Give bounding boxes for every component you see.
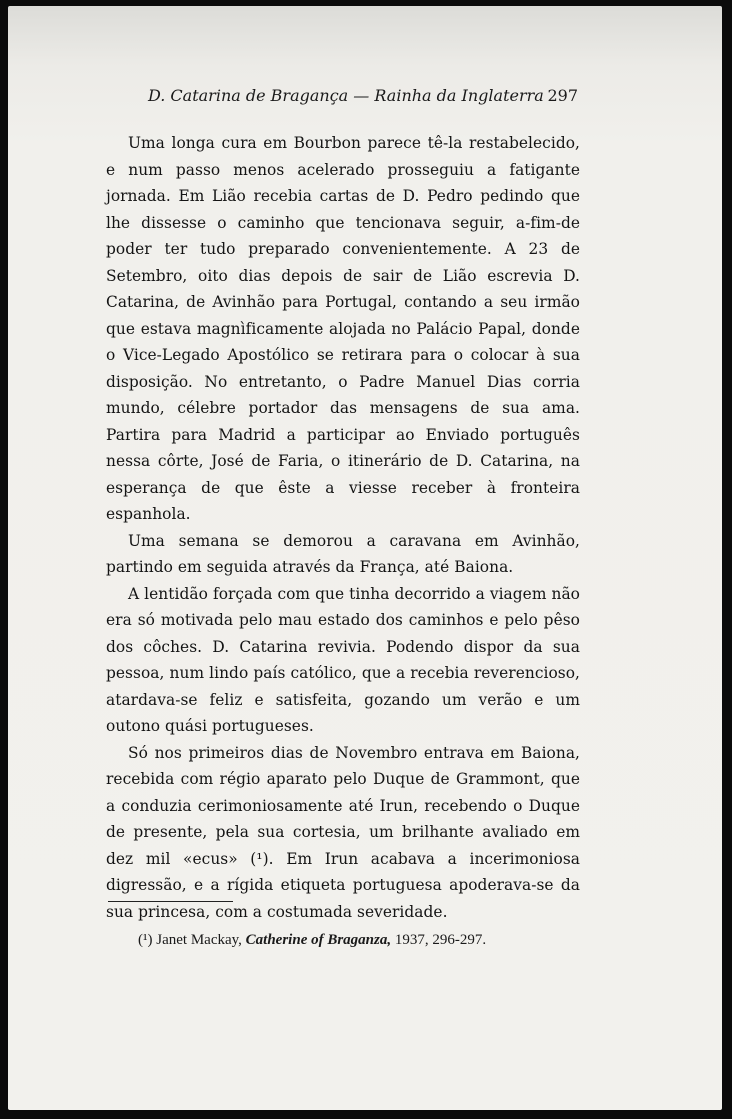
footnote — [138, 932, 578, 949]
footnote-details: 1937, 296-297. — [394, 932, 487, 948]
footnote-separator — [108, 901, 233, 902]
paragraph: A lentidão forçada com que tinha decorrido a viagem não era só motivada pelo mau estado dos caminhos e pelo pêso dos côches. D. Catarina revivia. Podendo dispor da sua pessoa, num lindo país católico, que a recebia reverencioso, atardava-se feliz e satisfeita, gozando um verão e um outono quási portugueses. — [106, 584, 580, 735]
page-header — [148, 86, 578, 105]
running-title: D. Catarina de Bragança — Rainha da Inglaterra — [148, 86, 544, 105]
paragraph: Uma semana se demorou a caravana em Avinhão, partindo em seguida através da França, até Baiona. — [106, 531, 580, 576]
page-number: 297 — [547, 86, 578, 105]
footnote-title: Catherine of Braganza, — [245, 932, 392, 948]
paragraph: Uma longa cura em Bourbon parece tê-la restabelecido, e num passo menos acelerado prosseguiu a fatigante jornada. Em Lião recebia cartas de D. Pedro pedindo que lhe dissesse o caminho que tencionava seguir, a-fim-de poder ter tudo preparado convenientemente. A 23 de Setembro, oito dias depois de sair de Lião escrevia D. Catarina, de Avinhão para Portugal, contando a seu irmão que estava magnìficamente alojada no Palácio Papal, donde o Vice-Legado Apostólico se retirara para o colocar à sua disposição. No entretanto, o Padre Manuel Dias corria mundo, célebre portador das mensagens de sua ama. Partira para Madrid a participar ao Enviado português nessa côrte, José de Faria, o itinerário de D. Catarina, na esperança de que êste a viesse receber à fronteira espanhola. — [106, 134, 580, 523]
body-text — [106, 130, 580, 925]
paragraph: Só nos primeiros dias de Novembro entrava em Baiona, recebida com régio aparato pelo Duque de Grammont, que a conduzia cerimoniosamente até Irun, recebendo o Duque de presente, pela sua cortesia, um brilhante avaliado em dez mil «ecus» (¹). Em Irun acabava a incerimoniosa digressão, e a rígida etiqueta portuguesa apoderava-se da sua princesa, com a costumada severidade. — [106, 743, 580, 921]
book-page — [8, 6, 722, 1110]
footnote-author: Janet Mackay, — [156, 932, 242, 948]
footnote-marker: (¹) — [138, 932, 153, 948]
